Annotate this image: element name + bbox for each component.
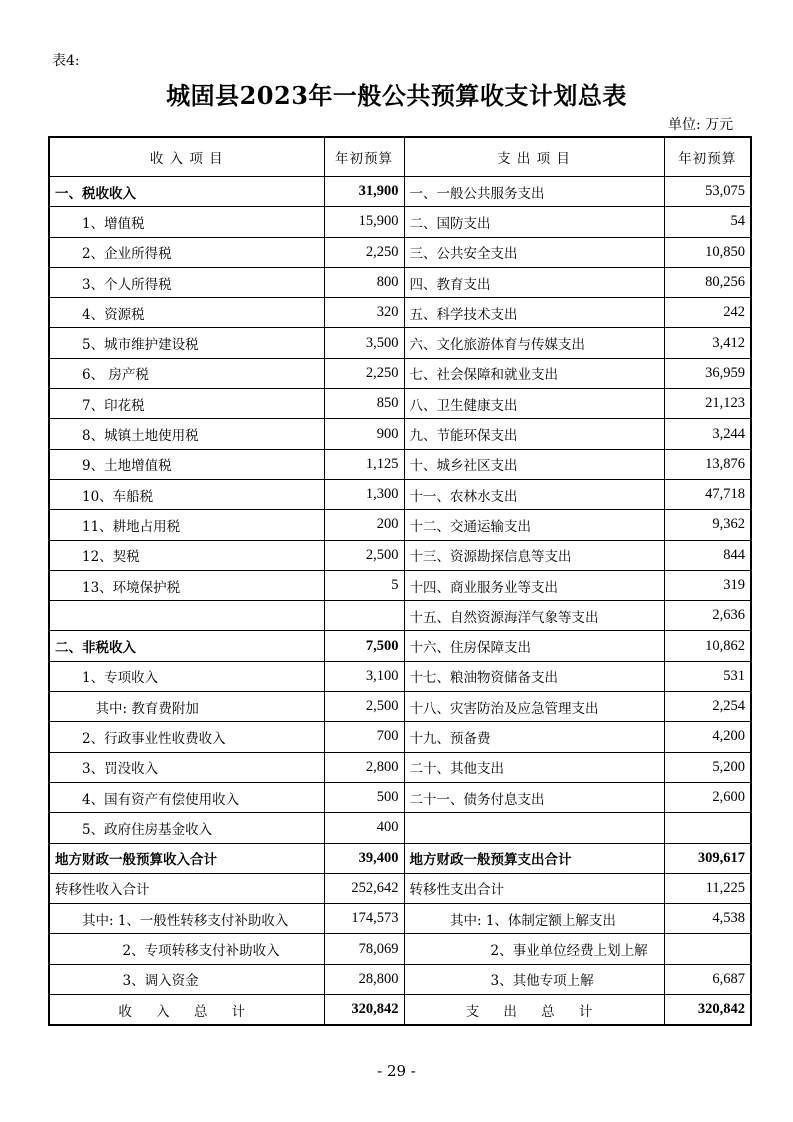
table-row [49,843,751,873]
income-value-cell: 400 [324,813,404,843]
income-item-cell [49,601,324,631]
table-row [49,570,751,600]
income-item-cell: 10、车船税 [49,479,324,509]
expense-total-label: 支 出 总 计 [404,995,664,1026]
income-value-cell: 900 [324,419,404,449]
table-row [49,328,751,358]
income-value-cell: 800 [324,267,404,297]
income-item-cell: 2、专项转移支付补助收入 [49,934,324,964]
unit-label: 单位: 万元 [668,117,734,133]
income-value-cell: 7,500 [324,631,404,661]
expense-item-cell: 七、社会保障和就业支出 [404,358,664,388]
table-row [49,449,751,479]
table-row [49,934,751,964]
expense-item-cell: 二十、其他支出 [404,752,664,782]
income-item-cell: 8、城镇土地使用税 [49,419,324,449]
expense-value-cell: 3,244 [664,419,751,449]
expense-item-cell: 一、一般公共服务支出 [404,177,664,207]
expense-value-cell: 10,850 [664,237,751,267]
header-income-item: 收 入 项 目 [49,137,324,177]
expense-item-cell: 3、其他专项上解 [404,964,664,994]
income-value-cell: 2,250 [324,358,404,388]
income-item-cell: 4、国有资产有偿使用收入 [49,782,324,812]
header-row [49,137,751,177]
expense-value-cell: 53,075 [664,177,751,207]
expense-value-cell: 47,718 [664,479,751,509]
page-title: 城固县2023年一般公共预算收支计划总表 [166,81,627,110]
income-item-cell: 1、增值税 [49,207,324,237]
expense-item-cell: 十八、灾害防治及应急管理支出 [404,692,664,722]
expense-item-cell: 二、国防支出 [404,207,664,237]
income-value-cell: 15,900 [324,207,404,237]
table-row [49,237,751,267]
expense-item-cell: 十、城乡社区支出 [404,449,664,479]
expense-value-cell: 10,862 [664,631,751,661]
expense-item-cell: 四、教育支出 [404,267,664,297]
income-value-cell: 320 [324,298,404,328]
income-value-cell: 3,100 [324,661,404,691]
income-value-cell: 200 [324,510,404,540]
expense-value-cell: 9,362 [664,510,751,540]
income-item-cell: 3、调入资金 [49,964,324,994]
income-item-cell: 7、印花税 [49,389,324,419]
expense-item-cell: 十九、预备费 [404,722,664,752]
table-row [49,813,751,843]
expense-item-cell: 转移性支出合计 [404,873,664,903]
expense-item-cell: 十一、农林水支出 [404,479,664,509]
income-item-cell: 地方财政一般预算收入合计 [49,843,324,873]
expense-value-cell [664,934,751,964]
expense-item-cell: 五、科学技术支出 [404,298,664,328]
income-item-cell: 5、政府住房基金收入 [49,813,324,843]
income-value-cell: 28,800 [324,964,404,994]
table-row [49,692,751,722]
expense-value-cell: 36,959 [664,358,751,388]
income-item-cell: 转移性收入合计 [49,873,324,903]
income-value-cell: 850 [324,389,404,419]
table-row [49,782,751,812]
expense-item-cell: 十四、商业服务业等支出 [404,570,664,600]
income-value-cell [324,601,404,631]
table-row [49,873,751,903]
income-item-cell: 1、专项收入 [49,661,324,691]
expense-value-cell: 2,636 [664,601,751,631]
income-value-cell: 174,573 [324,904,404,934]
income-item-cell: 其中: 1、一般性转移支付补助收入 [49,904,324,934]
table-row [49,207,751,237]
income-item-cell: 一、税收收入 [49,177,324,207]
table-row [49,358,751,388]
income-item-cell: 6、 房产税 [49,358,324,388]
table-row [49,964,751,994]
table-row [49,389,751,419]
income-value-cell: 1,125 [324,449,404,479]
expense-value-cell: 309,617 [664,843,751,873]
income-value-cell: 1,300 [324,479,404,509]
table-row [49,479,751,509]
expense-value-cell: 13,876 [664,449,751,479]
table-row [49,752,751,782]
expense-item-cell: 八、卫生健康支出 [404,389,664,419]
income-item-cell: 3、个人所得税 [49,267,324,297]
income-item-cell: 其中: 教育费附加 [49,692,324,722]
expense-total-value: 320,842 [664,995,751,1026]
expense-value-cell: 11,225 [664,873,751,903]
table-row [49,904,751,934]
expense-value-cell: 3,412 [664,328,751,358]
expense-item-cell: 十七、粮油物资储备支出 [404,661,664,691]
page-number: - 29 - [377,1062,416,1080]
expense-value-cell: 54 [664,207,751,237]
header-income-budget: 年初预算 [324,137,404,177]
totals-row [49,995,751,1026]
income-item-cell: 11、耕地占用税 [49,510,324,540]
expense-value-cell: 5,200 [664,752,751,782]
expense-value-cell: 242 [664,298,751,328]
expense-item-cell: 九、节能环保支出 [404,419,664,449]
income-value-cell: 700 [324,722,404,752]
header-expense-budget: 年初预算 [664,137,751,177]
income-item-cell: 12、契税 [49,540,324,570]
expense-item-cell [404,813,664,843]
income-value-cell: 3,500 [324,328,404,358]
expense-item-cell: 十五、自然资源海洋气象等支出 [404,601,664,631]
income-total-label: 收 入 总 计 [49,995,324,1026]
income-item-cell: 3、罚没收入 [49,752,324,782]
income-value-cell: 2,500 [324,692,404,722]
expense-item-cell: 十三、资源勘探信息等支出 [404,540,664,570]
expense-value-cell: 319 [664,570,751,600]
expense-value-cell: 80,256 [664,267,751,297]
expense-item-cell: 十二、交通运输支出 [404,510,664,540]
income-value-cell: 78,069 [324,934,404,964]
table-row [49,177,751,207]
income-item-cell: 5、城市维护建设税 [49,328,324,358]
budget-table [48,136,752,1026]
income-item-cell: 9、土地增值税 [49,449,324,479]
expense-value-cell: 4,200 [664,722,751,752]
expense-value-cell: 531 [664,661,751,691]
income-value-cell: 39,400 [324,843,404,873]
income-value-cell: 500 [324,782,404,812]
income-item-cell: 二、非税收入 [49,631,324,661]
expense-item-cell: 其中: 1、体制定额上解支出 [404,904,664,934]
table-row [49,661,751,691]
income-value-cell: 31,900 [324,177,404,207]
income-value-cell: 2,500 [324,540,404,570]
table-row [49,510,751,540]
table-row [49,298,751,328]
income-total-value: 320,842 [324,995,404,1026]
header-expense-item: 支 出 项 目 [404,137,664,177]
expense-item-cell: 六、文化旅游体育与传媒支出 [404,328,664,358]
income-value-cell: 5 [324,570,404,600]
income-value-cell: 252,642 [324,873,404,903]
expense-value-cell: 21,123 [664,389,751,419]
expense-item-cell: 二十一、债务付息支出 [404,782,664,812]
expense-value-cell: 4,538 [664,904,751,934]
income-item-cell: 2、行政事业性收费收入 [49,722,324,752]
expense-value-cell: 844 [664,540,751,570]
table-row [49,540,751,570]
table-row [49,601,751,631]
income-value-cell: 2,250 [324,237,404,267]
table-row [49,419,751,449]
expense-value-cell: 2,600 [664,782,751,812]
expense-item-cell: 三、公共安全支出 [404,237,664,267]
expense-value-cell: 6,687 [664,964,751,994]
expense-value-cell [664,813,751,843]
expense-item-cell: 十六、住房保障支出 [404,631,664,661]
expense-item-cell: 地方财政一般预算支出合计 [404,843,664,873]
table-row [49,631,751,661]
table-row [49,267,751,297]
expense-value-cell: 2,254 [664,692,751,722]
income-item-cell: 2、企业所得税 [49,237,324,267]
income-item-cell: 4、资源税 [49,298,324,328]
income-item-cell: 13、环境保护税 [49,570,324,600]
table-label: 表4: [52,53,80,69]
income-value-cell: 2,800 [324,752,404,782]
table-row [49,722,751,752]
expense-item-cell: 2、事业单位经费上划上解 [404,934,664,964]
